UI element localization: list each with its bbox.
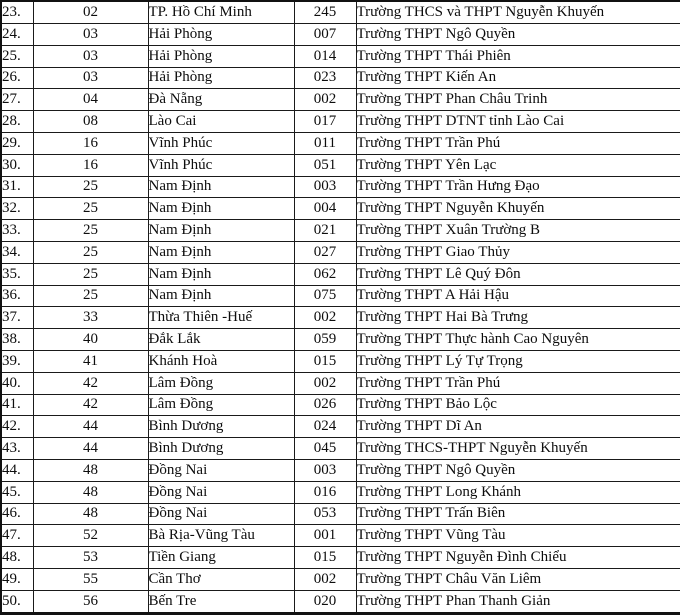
table-row [1, 372, 680, 394]
row-index-cell: 50. [1, 590, 33, 613]
school-code-cell: 075 [294, 285, 356, 307]
province-code-cell: 52 [33, 525, 148, 547]
row-index-cell: 44. [1, 459, 33, 481]
school-name-cell: Trường THPT Hai Bà Trưng [356, 307, 680, 329]
province-code-cell: 16 [33, 132, 148, 154]
school-name-cell: Trường THPT Thực hành Cao Nguyên [356, 329, 680, 351]
row-index-cell: 26. [1, 67, 33, 89]
row-index-cell: 23. [1, 1, 33, 23]
school-code-cell: 051 [294, 154, 356, 176]
province-name-cell: Khánh Hoà [148, 350, 294, 372]
table-row [1, 547, 680, 569]
province-name-cell: Cần Thơ [148, 568, 294, 590]
table-row [1, 154, 680, 176]
row-index-cell: 46. [1, 503, 33, 525]
row-index-cell: 34. [1, 241, 33, 263]
table-row [1, 1, 680, 23]
province-code-cell: 41 [33, 350, 148, 372]
school-name-cell: Trường THPT Lý Tự Trọng [356, 350, 680, 372]
province-name-cell: Lâm Đồng [148, 394, 294, 416]
table-row [1, 350, 680, 372]
school-code-cell: 015 [294, 350, 356, 372]
table-row [1, 329, 680, 351]
school-name-cell: Trường THPT Phan Thanh Giản [356, 590, 680, 613]
row-index-cell: 27. [1, 89, 33, 111]
school-name-cell: Trường THPT Châu Văn Liêm [356, 568, 680, 590]
school-name-cell: Trường THPT Trần Hưng Đạo [356, 176, 680, 198]
school-code-cell: 245 [294, 1, 356, 23]
school-code-cell: 015 [294, 547, 356, 569]
row-index-cell: 42. [1, 416, 33, 438]
row-index-cell: 32. [1, 198, 33, 220]
row-index-cell: 31. [1, 176, 33, 198]
province-code-cell: 55 [33, 568, 148, 590]
row-index-cell: 39. [1, 350, 33, 372]
school-name-cell: Trường THPT Dĩ An [356, 416, 680, 438]
province-name-cell: Nam Định [148, 263, 294, 285]
school-name-cell: Trường THPT Xuân Trường B [356, 220, 680, 242]
school-table-body [1, 1, 680, 614]
row-index-cell: 33. [1, 220, 33, 242]
province-code-cell: 48 [33, 459, 148, 481]
table-row [1, 481, 680, 503]
province-name-cell: Nam Định [148, 220, 294, 242]
school-code-cell: 003 [294, 176, 356, 198]
school-code-cell: 002 [294, 568, 356, 590]
province-code-cell: 25 [33, 220, 148, 242]
province-code-cell: 53 [33, 547, 148, 569]
table-row [1, 263, 680, 285]
province-name-cell: Thừa Thiên -Huế [148, 307, 294, 329]
school-name-cell: Trường THPT Phan Châu Trinh [356, 89, 680, 111]
province-code-cell: 48 [33, 503, 148, 525]
school-code-cell: 011 [294, 132, 356, 154]
row-index-cell: 29. [1, 132, 33, 154]
province-code-cell: 44 [33, 416, 148, 438]
table-row [1, 590, 680, 613]
table-row [1, 198, 680, 220]
table-row [1, 394, 680, 416]
table-row [1, 176, 680, 198]
table-row [1, 525, 680, 547]
table-row [1, 241, 680, 263]
province-name-cell: Nam Định [148, 241, 294, 263]
row-index-cell: 49. [1, 568, 33, 590]
school-name-cell: Trường THPT Trần Phú [356, 372, 680, 394]
school-name-cell: Trường THPT Ngô Quyền [356, 459, 680, 481]
table-row [1, 89, 680, 111]
province-name-cell: Hải Phòng [148, 67, 294, 89]
province-name-cell: Đồng Nai [148, 481, 294, 503]
row-index-cell: 48. [1, 547, 33, 569]
table-row [1, 23, 680, 45]
province-name-cell: Bình Dương [148, 416, 294, 438]
province-name-cell: Bà Rịa-Vũng Tàu [148, 525, 294, 547]
province-code-cell: 25 [33, 176, 148, 198]
table-row [1, 45, 680, 67]
province-code-cell: 44 [33, 438, 148, 460]
province-name-cell: Bình Dương [148, 438, 294, 460]
table-row [1, 111, 680, 133]
province-code-cell: 04 [33, 89, 148, 111]
school-code-cell: 020 [294, 590, 356, 613]
province-code-cell: 25 [33, 241, 148, 263]
province-name-cell: Đồng Nai [148, 459, 294, 481]
row-index-cell: 45. [1, 481, 33, 503]
row-index-cell: 38. [1, 329, 33, 351]
row-index-cell: 28. [1, 111, 33, 133]
row-index-cell: 35. [1, 263, 33, 285]
school-name-cell: Trường THCS và THPT Nguyễn Khuyến [356, 1, 680, 23]
school-code-cell: 016 [294, 481, 356, 503]
row-index-cell: 47. [1, 525, 33, 547]
school-name-cell: Trường THPT Thái Phiên [356, 45, 680, 67]
school-code-cell: 001 [294, 525, 356, 547]
table-row [1, 132, 680, 154]
row-index-cell: 41. [1, 394, 33, 416]
row-index-cell: 36. [1, 285, 33, 307]
table-row [1, 503, 680, 525]
row-index-cell: 40. [1, 372, 33, 394]
table-row [1, 220, 680, 242]
row-index-cell: 43. [1, 438, 33, 460]
school-code-cell: 027 [294, 241, 356, 263]
province-code-cell: 03 [33, 45, 148, 67]
province-code-cell: 42 [33, 394, 148, 416]
row-index-cell: 37. [1, 307, 33, 329]
province-name-cell: Tiền Giang [148, 547, 294, 569]
province-code-cell: 25 [33, 263, 148, 285]
school-code-cell: 026 [294, 394, 356, 416]
province-name-cell: Nam Định [148, 285, 294, 307]
province-code-cell: 16 [33, 154, 148, 176]
school-code-cell: 021 [294, 220, 356, 242]
province-code-cell: 56 [33, 590, 148, 613]
school-code-cell: 023 [294, 67, 356, 89]
province-code-cell: 03 [33, 67, 148, 89]
table-row [1, 307, 680, 329]
row-index-cell: 30. [1, 154, 33, 176]
province-name-cell: Hải Phòng [148, 45, 294, 67]
school-name-cell: Trường THPT Yên Lạc [356, 154, 680, 176]
province-name-cell: Bến Tre [148, 590, 294, 613]
row-index-cell: 25. [1, 45, 33, 67]
school-code-cell: 002 [294, 89, 356, 111]
province-code-cell: 25 [33, 285, 148, 307]
province-name-cell: Nam Định [148, 176, 294, 198]
school-name-cell: Trường THPT Long Khánh [356, 481, 680, 503]
table-row [1, 67, 680, 89]
school-name-cell: Trường THPT DTNT tỉnh Lào Cai [356, 111, 680, 133]
school-code-cell: 062 [294, 263, 356, 285]
province-name-cell: Hải Phòng [148, 23, 294, 45]
province-code-cell: 48 [33, 481, 148, 503]
province-code-cell: 40 [33, 329, 148, 351]
province-name-cell: Vĩnh Phúc [148, 132, 294, 154]
province-name-cell: Đồng Nai [148, 503, 294, 525]
school-code-cell: 007 [294, 23, 356, 45]
province-name-cell: TP. Hồ Chí Minh [148, 1, 294, 23]
table-row [1, 416, 680, 438]
school-code-cell: 003 [294, 459, 356, 481]
province-name-cell: Đắk Lắk [148, 329, 294, 351]
school-code-cell: 002 [294, 372, 356, 394]
school-name-cell: Trường THPT Giao Thủy [356, 241, 680, 263]
school-name-cell: Trường THPT Vũng Tàu [356, 525, 680, 547]
table-row [1, 438, 680, 460]
province-code-cell: 03 [33, 23, 148, 45]
province-name-cell: Đà Nẵng [148, 89, 294, 111]
school-code-cell: 024 [294, 416, 356, 438]
row-index-cell: 24. [1, 23, 33, 45]
school-code-cell: 004 [294, 198, 356, 220]
table-row [1, 459, 680, 481]
school-code-cell: 053 [294, 503, 356, 525]
table-row [1, 285, 680, 307]
table-row [1, 568, 680, 590]
province-code-cell: 33 [33, 307, 148, 329]
province-code-cell: 42 [33, 372, 148, 394]
school-code-cell: 002 [294, 307, 356, 329]
school-name-cell: Trường THPT Kiến An [356, 67, 680, 89]
school-code-cell: 017 [294, 111, 356, 133]
school-name-cell: Trường THPT Trần Phú [356, 132, 680, 154]
school-name-cell: Trường THPT Nguyễn Khuyến [356, 198, 680, 220]
province-code-cell: 02 [33, 1, 148, 23]
school-name-cell: Trường THPT Ngô Quyền [356, 23, 680, 45]
school-name-cell: Trường THPT Bảo Lộc [356, 394, 680, 416]
school-name-cell: Trường THCS-THPT Nguyễn Khuyến [356, 438, 680, 460]
province-name-cell: Lào Cai [148, 111, 294, 133]
school-code-cell: 045 [294, 438, 356, 460]
province-code-cell: 25 [33, 198, 148, 220]
province-name-cell: Lâm Đồng [148, 372, 294, 394]
province-name-cell: Nam Định [148, 198, 294, 220]
school-name-cell: Trường THPT A Hải Hậu [356, 285, 680, 307]
province-code-cell: 08 [33, 111, 148, 133]
school-code-cell: 014 [294, 45, 356, 67]
school-code-cell: 059 [294, 329, 356, 351]
school-name-cell: Trường THPT Trấn Biên [356, 503, 680, 525]
province-name-cell: Vĩnh Phúc [148, 154, 294, 176]
school-name-cell: Trường THPT Lê Quý Đôn [356, 263, 680, 285]
school-name-cell: Trường THPT Nguyễn Đình Chiểu [356, 547, 680, 569]
